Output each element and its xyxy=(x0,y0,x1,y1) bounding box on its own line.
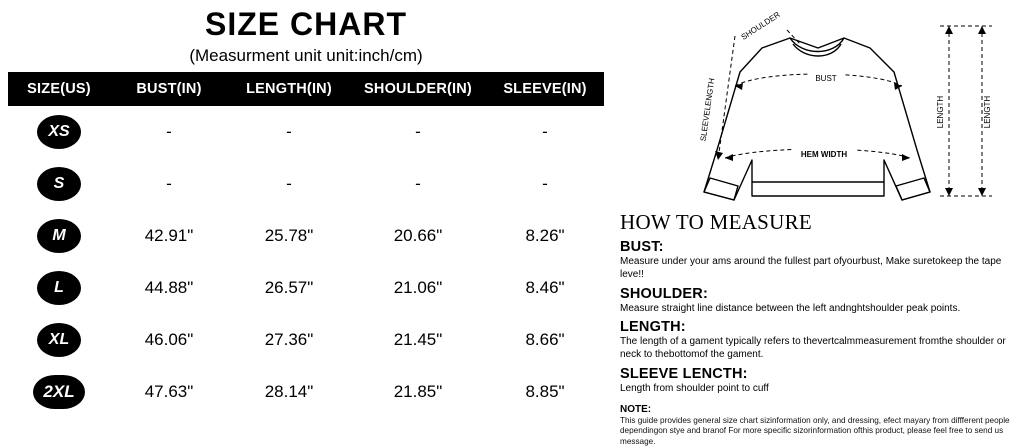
measure-text-sleeve-length: Length from shoulder point to cuff xyxy=(620,382,769,394)
page-title: SIZE CHART xyxy=(205,6,407,42)
diagram-label-bust: BUST xyxy=(815,74,837,83)
diagram-label-shoulder: SHOULDER xyxy=(739,10,782,42)
diagram-label-length-inner: LENGTH xyxy=(936,95,945,129)
column-header-bust: BUST(IN) xyxy=(110,72,228,106)
column-header-shoulder: SHOULDER(IN) xyxy=(350,72,486,106)
cell-sleeve: 8.26" xyxy=(525,225,565,245)
table-row xyxy=(8,158,604,210)
column-header-sleeve: SLEEVE(IN) xyxy=(486,72,604,106)
status-badge: 2XL xyxy=(33,375,85,409)
diagram-label-length-outer: LENGTH xyxy=(983,95,992,129)
size-table xyxy=(8,72,604,418)
cell-bust: 46.06" xyxy=(144,329,194,349)
status-badge: M xyxy=(37,219,81,253)
cell-length: 26.57" xyxy=(264,277,314,297)
size-badge-cell xyxy=(8,314,110,366)
cell-length: 28.14" xyxy=(264,381,314,401)
cell-shoulder: 21.45" xyxy=(393,329,443,349)
cell-sleeve: - xyxy=(542,173,548,193)
cell-shoulder: 21.06" xyxy=(393,277,443,297)
size-badge-cell xyxy=(8,366,110,418)
table-row xyxy=(8,366,604,418)
how-to-measure-section xyxy=(620,210,1020,448)
cell-bust: 47.63" xyxy=(144,381,194,401)
cell-sleeve: - xyxy=(542,121,548,141)
cell-shoulder: 21.85" xyxy=(393,381,443,401)
measure-term-sleeve-length: SLEEVE LENCTH: xyxy=(620,365,748,382)
measurement-panel xyxy=(612,0,1024,447)
table-header-row xyxy=(8,72,604,106)
cell-shoulder: - xyxy=(415,173,421,193)
measure-text-bust: Measure under your ams around the fullest part ofyourbust, Make suretokeep the tape leve!! xyxy=(620,256,1002,280)
measure-term-length: LENGTH: xyxy=(620,319,686,336)
cell-sleeve: 8.46" xyxy=(525,277,565,297)
cell-bust: 44.88" xyxy=(144,277,194,297)
cell-shoulder: 20.66" xyxy=(393,225,443,245)
measure-term-bust: BUST: xyxy=(620,239,664,255)
size-badge-cell xyxy=(8,210,110,262)
diagram-label-sleeve-length: SLEEVELENGTH xyxy=(698,77,717,142)
note-text: This guide provides general size chart sizinformation only, and dressing, efect mayary from diffferent people dependingon stye and branof For more specific sizorinformation ofthis product, please feel free to send us message. xyxy=(620,415,1010,447)
measure-term-shoulder: SHOULDER: xyxy=(620,285,708,302)
garment-diagram xyxy=(612,0,1024,208)
status-badge: S xyxy=(37,167,81,201)
column-header-size: SIZE(US) xyxy=(8,72,110,106)
diagram-label-hem-width: HEM WIDTH xyxy=(800,150,848,159)
measure-text-length: The length of a gament typically refers to thevertcalmmeasurement fromthe shoulder or neck to thebottomof the gament. xyxy=(620,336,1006,361)
table-row xyxy=(8,262,604,314)
cell-sleeve: 8.66" xyxy=(525,329,565,349)
page-subtitle: (Measurment unit unit:inch/cm) xyxy=(189,45,423,65)
cell-shoulder: - xyxy=(415,121,421,141)
status-badge: XL xyxy=(37,323,81,357)
cell-length: 27.36" xyxy=(264,329,314,349)
cell-sleeve: 8.85" xyxy=(525,381,565,401)
column-header-length: LENGTH(IN) xyxy=(228,72,350,106)
cell-bust: - xyxy=(166,121,172,141)
status-badge: XS xyxy=(37,115,81,149)
table-row xyxy=(8,106,604,158)
size-badge-cell xyxy=(8,262,110,314)
cell-length: 25.78" xyxy=(264,225,314,245)
table-row xyxy=(8,210,604,262)
size-badge-cell xyxy=(8,158,110,210)
cell-length: - xyxy=(286,121,292,141)
size-badge-cell xyxy=(8,106,110,158)
how-to-measure-heading: HOW TO MEASURE xyxy=(620,210,813,234)
status-badge: L xyxy=(37,271,81,305)
note-label: NOTE: xyxy=(620,403,652,415)
measure-text-shoulder: Measure straight line distance between the left andnghtshoulder peak points. xyxy=(620,302,961,314)
table-row xyxy=(8,314,604,366)
cell-bust: - xyxy=(166,173,172,193)
cell-bust: 42.91" xyxy=(144,225,194,245)
cell-length: - xyxy=(286,173,292,193)
